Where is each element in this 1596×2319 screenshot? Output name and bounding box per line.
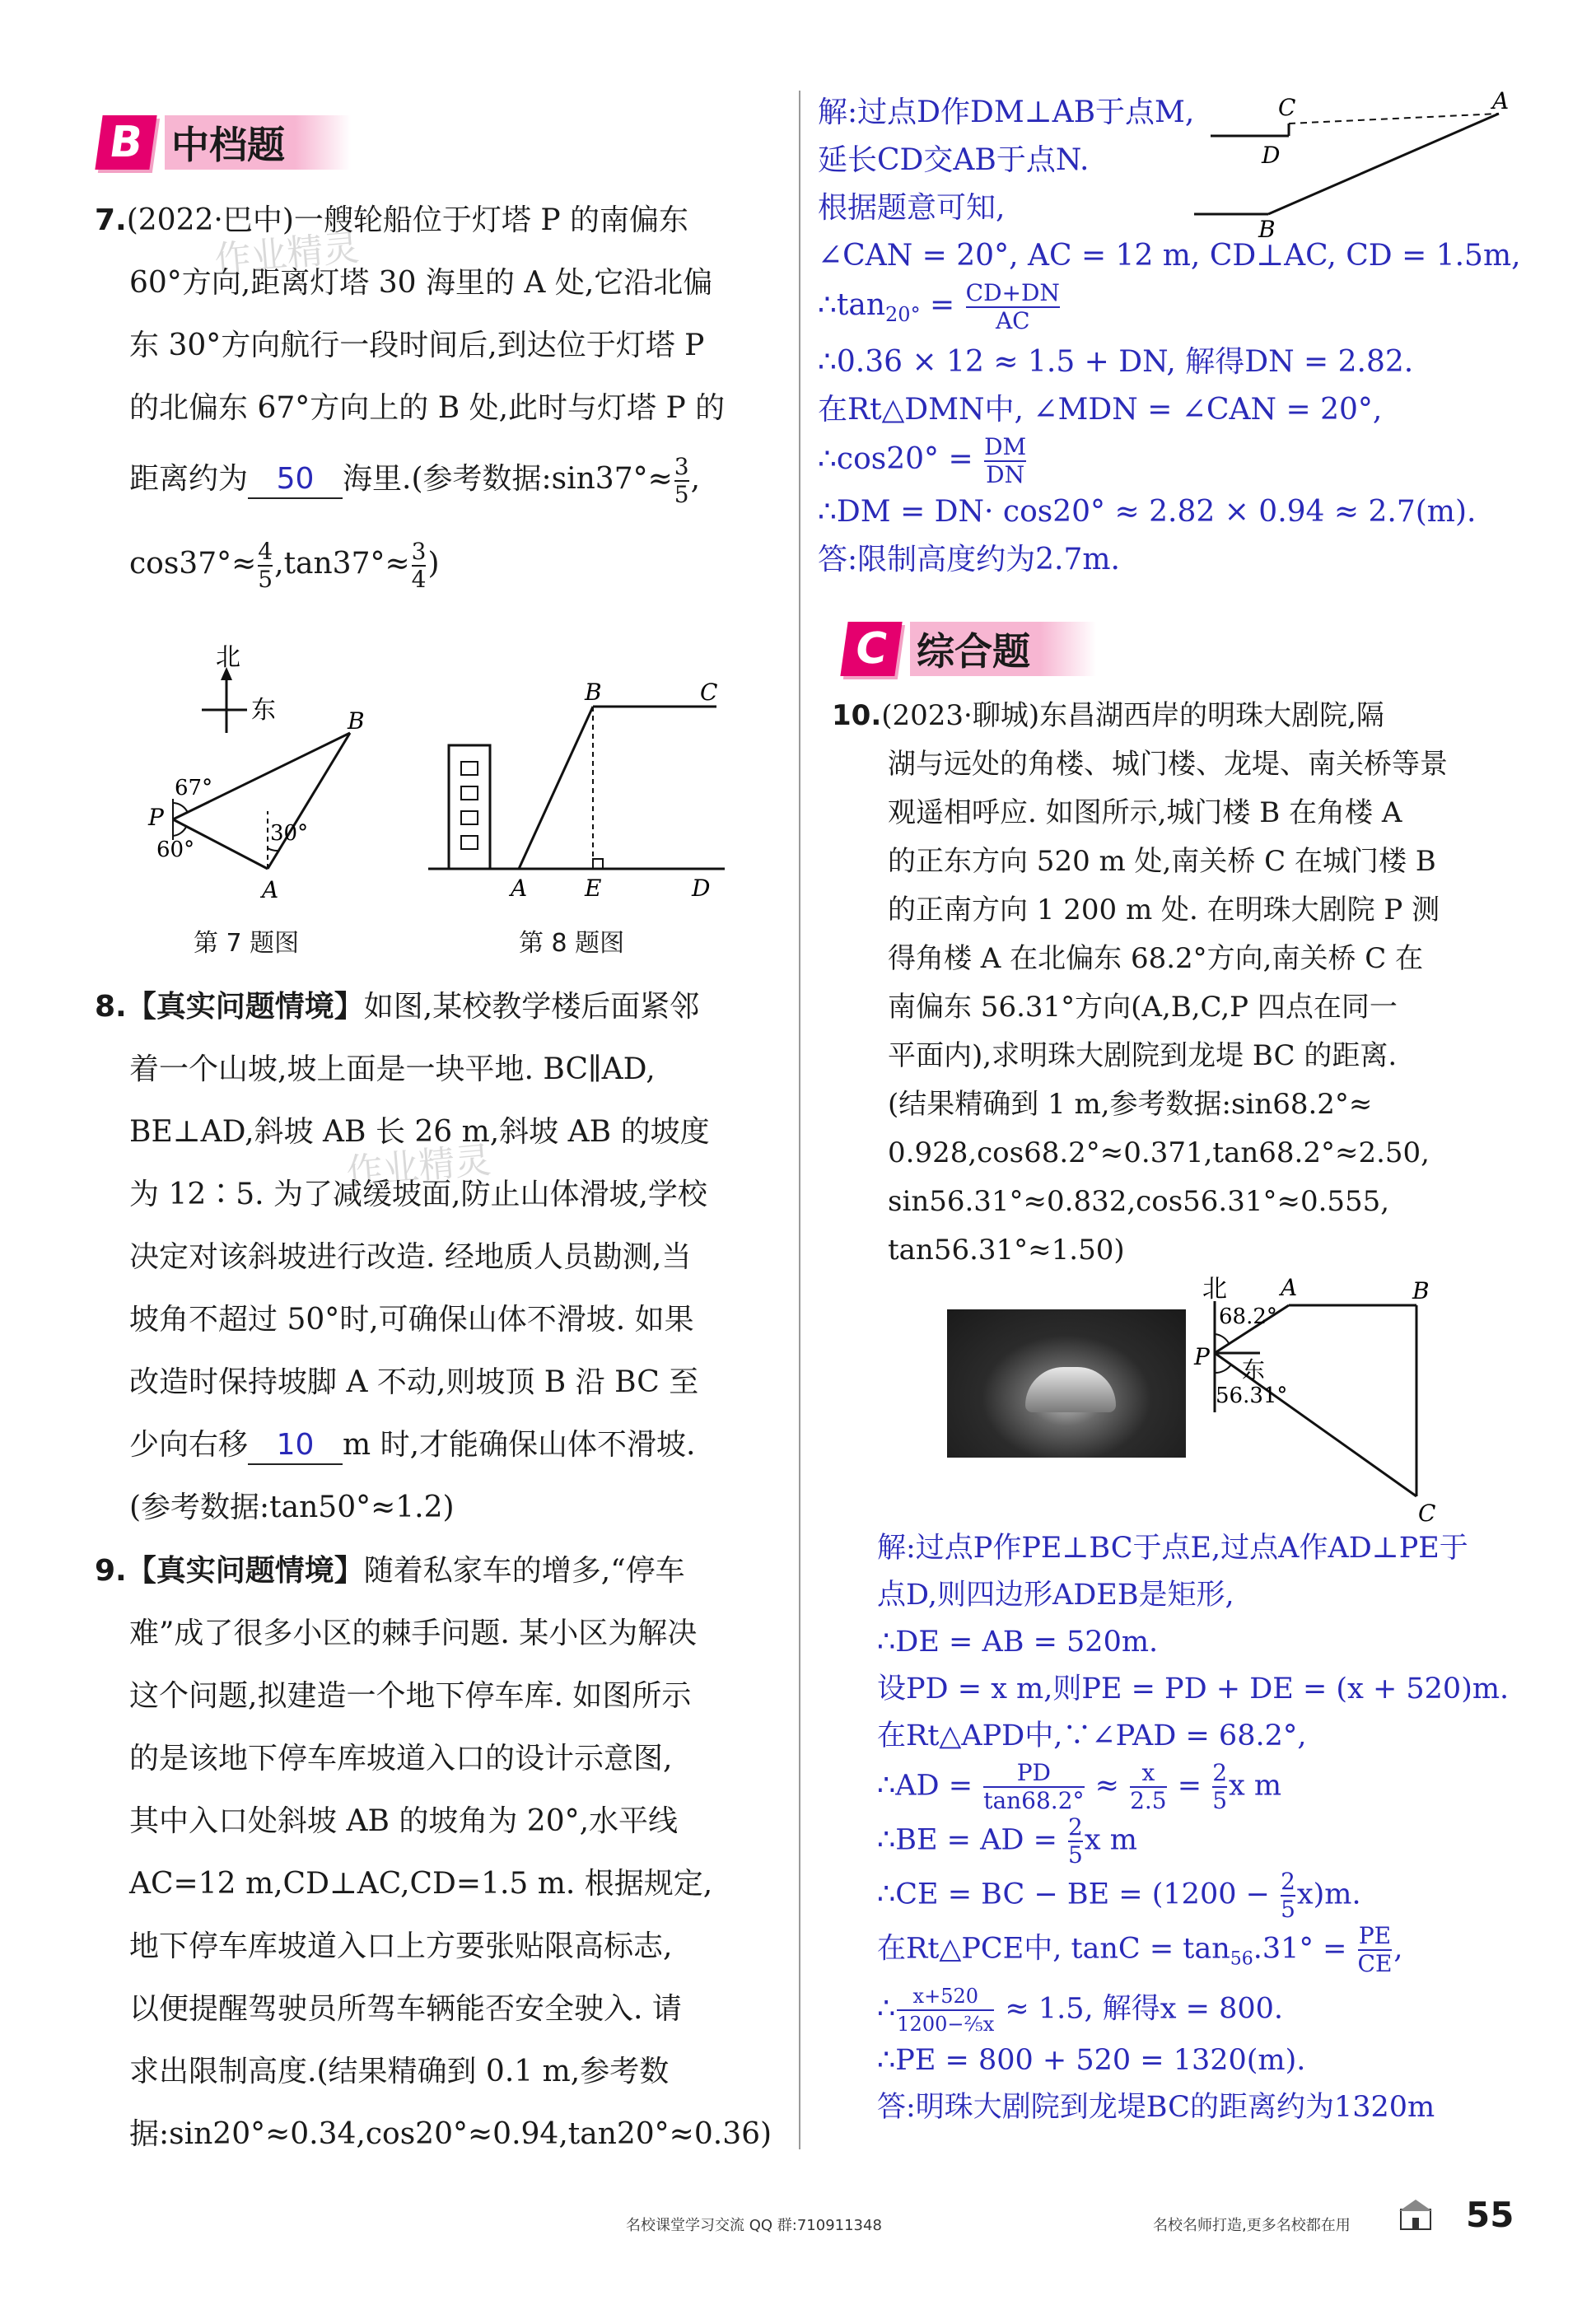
- window: [461, 762, 478, 775]
- q7-post: 海里.(参考数据:sin37°≈: [343, 462, 673, 496]
- footer-slogan: 名校名师打造,更多名校都在用: [1153, 2217, 1351, 2234]
- q7-line: 东 30°方向航行一段时间后,到达位于灯塔 P: [129, 329, 705, 362]
- sol10-text: ∴AD =: [877, 1769, 982, 1803]
- fig7-label-B: B: [348, 707, 365, 735]
- denominator: 5: [1212, 1787, 1228, 1814]
- sol10-fraction: [1212, 1760, 1227, 1814]
- q9-line: 的是该地下停车库坡道入口的设计示意图,: [129, 1742, 673, 1775]
- q10-line: (2023·聊城)东昌湖西岸的明珠大剧院,隔: [881, 699, 1384, 732]
- q7-answer-blank: 50: [248, 461, 343, 499]
- question-10: [832, 692, 1581, 1275]
- q8-line: 着一个山坡,坡上面是一块平地. BC∥AD,: [129, 1052, 656, 1086]
- sol10-fraction: [983, 1760, 1084, 1814]
- fig9-label-C: C: [1278, 94, 1296, 121]
- sol10-fraction: [897, 1983, 994, 2037]
- fig7-north: 北: [216, 643, 240, 672]
- section-b-letter: B: [95, 115, 156, 170]
- sol10-text: ≈ 1.5, 解得x = 800.: [996, 1992, 1284, 2025]
- q10-line: sin56.31°≈0.832,cos56.31°≈0.555,: [888, 1185, 1390, 1218]
- q10-line: 的正南方向 1 200 m 处. 在明珠大剧院 P 测: [888, 894, 1440, 926]
- fig9-label-A: A: [1492, 91, 1510, 114]
- sol9-text: =: [920, 288, 964, 322]
- numerator: x+520: [897, 1983, 994, 2011]
- fig7-angle-67: 67°: [175, 776, 213, 800]
- denominator: 4: [411, 566, 427, 593]
- q10-line: 南偏东 56.31°方向(A,B,C,P 四点在同一: [888, 991, 1398, 1024]
- q7-pre: 距离约为: [129, 462, 249, 496]
- q9-line: AC=12 m,CD⊥AC,CD=1.5 m. 根据规定,: [129, 1867, 713, 1901]
- sol10-text: x m: [1084, 1823, 1137, 1857]
- fig10-angle-56: 56.31°: [1216, 1383, 1288, 1408]
- q10-line: (结果精确到 1 m,参考数据:sin68.2°≈: [888, 1088, 1373, 1121]
- denominator: 2.5: [1130, 1787, 1167, 1814]
- fig10-label-C: C: [1418, 1500, 1436, 1527]
- sol9-line: 在Rt△DMN中, ∠MDN = ∠CAN = 20°,: [818, 393, 1383, 427]
- page-number: 55: [1466, 2195, 1514, 2235]
- sol9-text: ∴cos20° =: [818, 442, 983, 477]
- sol9-fraction: [984, 434, 1026, 488]
- dome-shape: [1025, 1367, 1116, 1412]
- numerator: DM: [984, 433, 1027, 461]
- sol10-text: x m: [1229, 1769, 1282, 1803]
- q10-line: 平面内),求明珠大剧院到龙堤 BC 的距离.: [888, 1039, 1398, 1072]
- angle-arc-30: [268, 848, 278, 851]
- watermark: 作业精灵: [212, 226, 362, 282]
- question-7: 7.(2022·巴中)一艘轮船位于灯塔 P 的南偏东 60°方向,距离灯塔 30 海里的 A 处,它沿北偏 东 30°方向航行一段时间后,到达位于灯塔 P 的北偏东 67°方向上的 B 处,此时与灯塔 P 的 距离约为 50 海里.(参考数据:sin37°≈ $\frac{3}{5}$ , cos37°≈ $\frac{4}{5}$ ,tan37°≈ $\frac{3}{4}$ ): [95, 189, 778, 609]
- q10-line: 观遥相呼应. 如图所示,城门楼 B 在角楼 A: [888, 796, 1402, 829]
- fig7-label-A: A: [262, 876, 279, 903]
- q10-line: 的正东方向 520 m 处,南关桥 C 在城门楼 B: [888, 845, 1436, 878]
- q9-line: 地下停车库坡道入口上方要张贴限高标志,: [129, 1929, 673, 1963]
- fig10-label-A: A: [1281, 1274, 1298, 1301]
- q8-line: 如图,某校教学楼后面紧邻: [363, 990, 700, 1024]
- numerator: PE: [1358, 1922, 1392, 1949]
- sol10-text: ∴: [877, 1992, 896, 2025]
- denominator: DN: [986, 461, 1025, 489]
- fig10-label-B: B: [1412, 1277, 1430, 1304]
- fig10-angle-68: 68.2°: [1219, 1304, 1277, 1329]
- q9-line: 求出限制高度.(结果精确到 0.1 m,参考数: [129, 2055, 670, 2088]
- school-building: [449, 745, 490, 869]
- window: [461, 836, 478, 849]
- denominator: 1200−⅖x: [897, 2012, 995, 2036]
- q8-line: 坡角不超过 50°时,可确保山体不滑坡. 如果: [129, 1303, 694, 1337]
- solution-10: [877, 1525, 1585, 2131]
- q9-number: 9.: [95, 1554, 127, 1588]
- denominator: 5: [1068, 1841, 1083, 1869]
- denominator: 5: [258, 566, 273, 593]
- angle-arc-67: [173, 803, 188, 813]
- sol9-fraction: [966, 280, 1060, 334]
- solution-9: [818, 89, 1575, 584]
- sol10-text: =: [1168, 1769, 1211, 1803]
- q8-answer-blank: 10: [248, 1427, 343, 1465]
- q7-fraction: [674, 454, 689, 508]
- q8-tag: 【真实问题情境】: [126, 990, 364, 1024]
- fig8-label-B: B: [585, 679, 602, 706]
- q7-close: ): [427, 547, 440, 581]
- numerator: 2: [1068, 1813, 1083, 1841]
- fig10-label-P: P: [1194, 1343, 1210, 1370]
- denominator: 5: [674, 481, 689, 508]
- section-c-title: 综合题: [910, 622, 1096, 676]
- sol10-line: 解:过点P作PE⊥BC于点E,过点A作AD⊥PE于: [877, 1532, 1468, 1565]
- sol10-sub: 56: [1230, 1948, 1253, 1970]
- section-b-title: 中档题: [165, 115, 351, 170]
- numerator: 3: [674, 453, 689, 480]
- fig7-angle-30: 30°: [270, 821, 309, 846]
- fig8-label-D: D: [692, 875, 711, 902]
- q8-pre: 少向右移: [129, 1428, 249, 1462]
- figure-8: [420, 675, 749, 906]
- section-c-header: [844, 622, 1096, 676]
- q9-line: 这个问题,拟建造一个地下停车库. 如图所示: [129, 1679, 692, 1713]
- q8-post: m 时,才能确保山体不滑坡.: [343, 1428, 696, 1462]
- sol10-line: 答:明珠大剧院到龙堤BC的距离约为1320m: [877, 2090, 1435, 2124]
- question-8: [95, 976, 778, 1539]
- fig7-label-P: P: [148, 804, 164, 831]
- denominator: CE: [1357, 1950, 1393, 1977]
- angle-arc-56: [1215, 1365, 1231, 1373]
- q8-line: 改造时保持坡脚 A 不动,则坡顶 B 沿 BC 至: [129, 1365, 699, 1399]
- section-c-letter: C: [840, 622, 902, 676]
- q9-line: 难”成了很多小区的棘手问题. 某小区为解决: [129, 1617, 698, 1650]
- fig8-label-C: C: [700, 679, 718, 706]
- figure-10: [1186, 1264, 1458, 1528]
- q9-line: 随着私家车的增多,“停车: [363, 1554, 685, 1588]
- fig8-label-E: E: [585, 875, 602, 902]
- denominator: AC: [995, 307, 1030, 334]
- q10-line: tan56.31°≈1.50): [888, 1234, 1125, 1267]
- fig9-label-D: D: [1262, 142, 1281, 169]
- q9-line: 据:sin20°≈0.34,cos20°≈0.94,tan20°≈0.36): [129, 2117, 772, 2151]
- sol9-line: 根据题意可知,: [818, 191, 1006, 225]
- denominator: tan68.2°: [983, 1787, 1085, 1814]
- q8-reference: (参考数据:tan50°≈1.2): [129, 1491, 455, 1524]
- fig8-caption: 第 8 题图: [519, 929, 625, 958]
- sol10-fraction: [1358, 1923, 1393, 1977]
- fig7-east: 东: [251, 696, 276, 725]
- sol9-line: ∴0.36 × 12 ≈ 1.5 + DN, 解得DN = 2.82.: [818, 345, 1414, 380]
- numerator: 2: [1212, 1759, 1228, 1786]
- numerator: 3: [411, 538, 427, 565]
- sol10-fraction: [1130, 1760, 1167, 1814]
- numerator: PD: [983, 1760, 1084, 1788]
- school-logo-icon: [1396, 2195, 1435, 2234]
- numerator: CD+DN: [965, 279, 1060, 306]
- q7-line: (2022·巴中)一艘轮船位于灯塔 P 的南偏东: [126, 203, 688, 237]
- fig10-east: 东: [1242, 1356, 1266, 1383]
- q9-line: 以便提醒驾驶员所驾车辆能否安全驶入. 请: [129, 1992, 682, 2026]
- sol10-line: ∴PE = 800 + 520 = 1320(m).: [877, 2043, 1306, 2077]
- q7-number: 7.: [95, 203, 127, 237]
- sol10-text: ≈: [1085, 1769, 1129, 1803]
- window: [461, 811, 478, 824]
- sol10-line: 设PD = x m,则PE = PD + DE = (x + 520)m.: [877, 1673, 1510, 1705]
- sol9-text: ∴tan: [818, 288, 886, 322]
- figure-7: [132, 642, 395, 914]
- q10-number: 10.: [832, 699, 882, 732]
- fig7-caption: 第 7 题图: [194, 929, 300, 958]
- footer-qq-group: 名校课堂学习交流 QQ 群:710911348: [626, 2217, 882, 2234]
- sol9-line: 解:过点D作DM⊥AB于点M,: [818, 96, 1195, 129]
- angle-arc-68: [1215, 1334, 1229, 1343]
- sol9-line: 答:限制高度约为2.7m.: [818, 543, 1120, 577]
- q9-tag: 【真实问题情境】: [126, 1554, 364, 1588]
- window: [461, 786, 478, 800]
- q9-line: 其中入口处斜坡 AB 的坡角为 20°,水平线: [129, 1804, 679, 1838]
- sol10-text: ,: [1393, 1932, 1403, 1966]
- sol9-line: ∴DM = DN· cos20° ≈ 2.82 × 0.94 ≈ 2.7(m).: [818, 495, 1477, 530]
- sol10-text: ∴CE = BC − BE = (1200 −: [877, 1878, 1280, 1911]
- sol10-fraction: [1281, 1869, 1295, 1923]
- sol9-sub: 20°: [885, 303, 921, 327]
- fig9-label-B: B: [1258, 216, 1276, 239]
- right-angle: [593, 859, 603, 869]
- q10-line: 湖与远处的角楼、城门楼、龙堤、南关桥等景: [888, 748, 1448, 781]
- slope-AB: [519, 707, 593, 869]
- numerator: 4: [258, 538, 273, 565]
- denominator: 5: [1281, 1896, 1295, 1923]
- angle-arc-60: [173, 827, 186, 836]
- q8-line: BE⊥AD,斜坡 AB 长 26 m,斜坡 AB 的坡度: [129, 1115, 710, 1149]
- q7-cos: cos37°≈: [129, 547, 257, 581]
- sol9-line: ∠CAN = 20°, AC = 12 m, CD⊥AC, CD = 1.5m,: [818, 239, 1521, 273]
- q7-fraction: [258, 539, 273, 593]
- fig10-north: 北: [1202, 1275, 1227, 1304]
- q7-line: 60°方向,距离灯塔 30 海里的 A 处,它沿北偏: [129, 266, 713, 300]
- theater-photo: [947, 1309, 1186, 1458]
- column-divider: [799, 91, 800, 2149]
- sol10-fraction: [1068, 1814, 1083, 1869]
- sol10-text: .31° =: [1253, 1932, 1356, 1966]
- fig8-label-A: A: [511, 875, 528, 902]
- sol10-line: 在Rt△APD中,∵∠PAD = 68.2°,: [877, 1719, 1307, 1752]
- q10-line: 0.928,cos68.2°≈0.371,tan68.2°≈2.50,: [888, 1136, 1430, 1169]
- question-9: [95, 1540, 778, 2166]
- numerator: 2: [1281, 1868, 1295, 1895]
- fig7-angle-60: 60°: [156, 838, 195, 862]
- q7-fraction: [412, 539, 427, 593]
- numerator: x: [1130, 1760, 1167, 1788]
- watermark: 作业精灵: [344, 1139, 493, 1194]
- section-b-header: [99, 115, 351, 170]
- sol10-text: ∴BE = AD =: [877, 1823, 1067, 1857]
- sol10-line: 点D,则四边形ADEB是矩形,: [877, 1579, 1234, 1612]
- q10-line: 得角楼 A 在北偏东 68.2°方向,南关桥 C 在: [888, 942, 1424, 975]
- sol10-text: 在Rt△PCE中, tanC = tan: [877, 1932, 1230, 1966]
- q8-line: 为 12∶5. 为了减缓坡面,防止山体滑坡,学校: [129, 1178, 707, 1211]
- sol10-text: x)m.: [1296, 1878, 1361, 1911]
- q8-line: 决定对该斜坡进行改造. 经地质人员勘测,当: [129, 1240, 692, 1274]
- sol9-line: 延长CD交AB于点N.: [818, 143, 1090, 177]
- sol10-line: ∴DE = AB = 520m.: [877, 1626, 1159, 1659]
- q8-number: 8.: [95, 990, 127, 1024]
- q7-line: 的北偏东 67°方向上的 B 处,此时与灯塔 P 的: [129, 391, 726, 425]
- q7-tan: ,tan37°≈: [274, 547, 410, 581]
